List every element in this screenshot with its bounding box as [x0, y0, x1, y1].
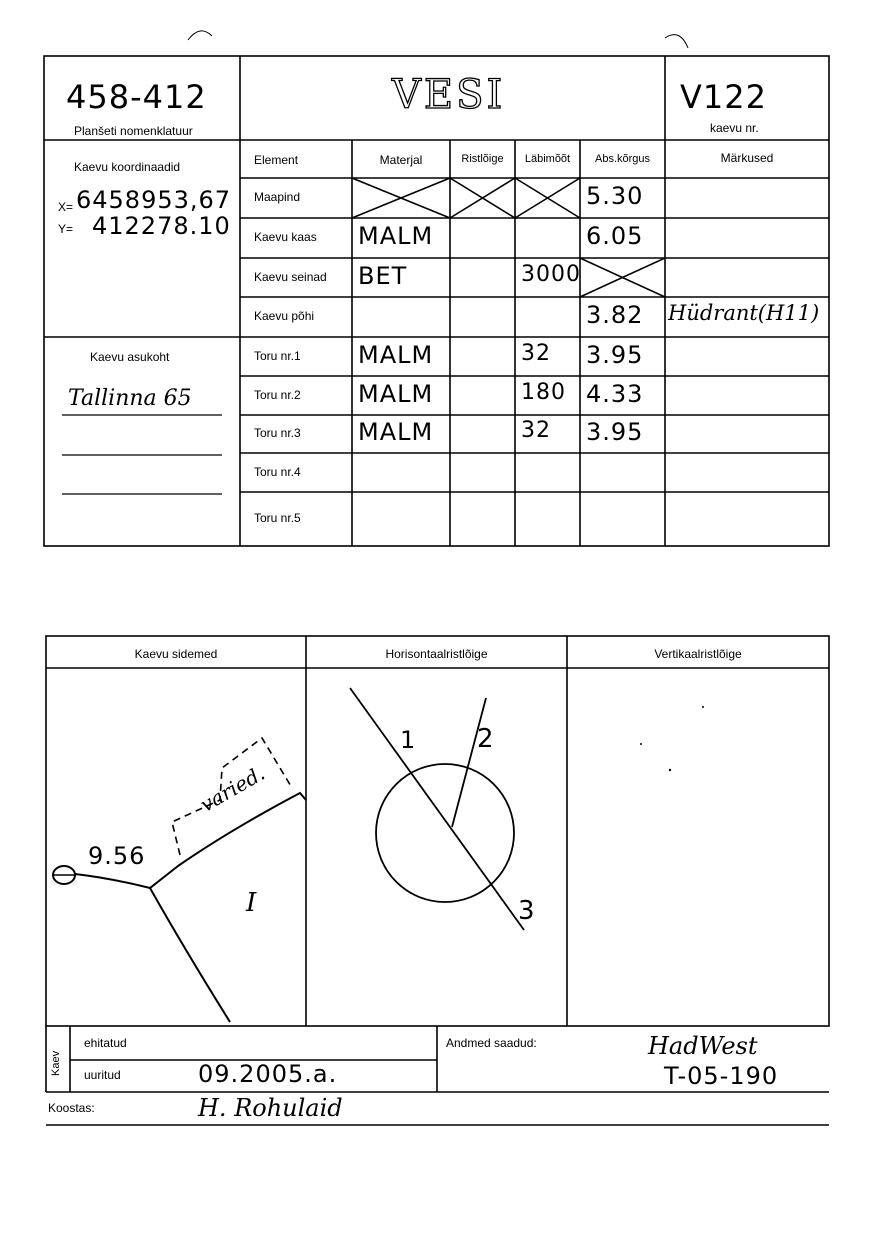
- well-circle: [376, 764, 514, 902]
- surveyed-label: uuritud: [84, 1068, 121, 1082]
- row-3-material: BET: [358, 261, 408, 290]
- row-3-diameter: 3000: [521, 261, 581, 287]
- compiled-value: H. Rohulaid: [198, 1094, 343, 1122]
- sketch-distance: 9.56: [88, 842, 146, 870]
- header-horizontal-section: Horisontaalristlõige: [385, 647, 488, 661]
- header-connections: Kaevu sidemed: [134, 647, 218, 661]
- compiled-label: Koostas:: [48, 1101, 95, 1115]
- row-7-abs-height: 3.95: [586, 418, 644, 446]
- data-source-label: Andmed saadud:: [446, 1036, 537, 1050]
- row-6-abs-height: 4.33: [586, 379, 644, 408]
- row-1-abs-height: 5.30: [586, 182, 644, 210]
- sketch-structure-label: varied.: [196, 760, 269, 817]
- sheet-title: VESI: [392, 72, 506, 118]
- coord-x-value: 6458953,67: [76, 186, 232, 214]
- coord-x-prefix: X=: [58, 200, 74, 214]
- pipe-line: [75, 793, 306, 888]
- pipe-2-line: [452, 698, 486, 827]
- header-diameter: Läbimõõt: [524, 153, 571, 165]
- row-9-element: Toru nr.5: [254, 511, 301, 525]
- row-4-abs-height: 3.82: [586, 301, 644, 329]
- row-1-element: Maapind: [254, 190, 301, 204]
- row-7-material: MALM: [358, 418, 434, 446]
- kaev-label: Kaev: [50, 1050, 62, 1076]
- row-5-material: MALM: [358, 340, 434, 369]
- row-4-element: Kaevu põhi: [254, 309, 315, 323]
- row-7-diameter: 32: [521, 418, 551, 443]
- row-2-element: Kaevu kaas: [254, 230, 317, 244]
- row-5-diameter: 32: [521, 340, 551, 366]
- coord-y-prefix: Y=: [58, 222, 74, 236]
- row-6-material: MALM: [358, 379, 434, 408]
- row-6-element: Toru nr.2: [254, 387, 301, 402]
- nomenclature-value: 458-412: [66, 78, 207, 116]
- row-4-notes: Hüdrant(H11): [668, 301, 820, 325]
- building-edge: [150, 888, 230, 1022]
- pipe-label-3: 3: [518, 896, 536, 926]
- pipe-label-2: 2: [477, 724, 495, 754]
- built-label: ehitatud: [84, 1036, 127, 1050]
- row-2-abs-height: 6.05: [586, 222, 644, 250]
- header-notes: Märkused: [720, 151, 774, 165]
- row-3-element: Kaevu seinad: [254, 269, 327, 284]
- well-number-value: V122: [680, 78, 767, 116]
- surveyed-value: 09.2005.a.: [198, 1060, 338, 1088]
- data-source-value-1: HadWest: [648, 1032, 758, 1060]
- location-value: Tallinna 65: [68, 386, 192, 411]
- row-7-element: Toru nr.3: [254, 426, 301, 440]
- header-abs-height: Abs.kõrgus: [594, 153, 651, 165]
- header-material: Materjal: [379, 153, 423, 167]
- sketch-building-label: I: [246, 888, 257, 918]
- row-5-abs-height: 3.95: [586, 340, 644, 369]
- header-section: Ristlõige: [461, 153, 504, 165]
- pipe-label-1: 1: [400, 726, 417, 754]
- nomenclature-label: Planšeti nomenklatuur: [74, 124, 193, 138]
- header-vertical-section: Vertikaalristlõige: [654, 647, 742, 661]
- coord-y-value: 412278.10: [92, 212, 231, 240]
- data-source-value-2: T-05-190: [664, 1062, 779, 1090]
- header-element: Element: [254, 153, 299, 167]
- row-6-diameter: 180: [521, 379, 566, 405]
- row-8-element: Toru nr.4: [254, 464, 301, 479]
- row-5-element: Toru nr.1: [254, 348, 301, 363]
- coords-label: Kaevu koordinaadid: [74, 160, 181, 174]
- location-label: Kaevu asukoht: [90, 350, 170, 364]
- pipe-1-3-line: [350, 688, 524, 930]
- row-2-material: MALM: [358, 222, 434, 250]
- well-number-label: kaevu nr.: [710, 121, 759, 135]
